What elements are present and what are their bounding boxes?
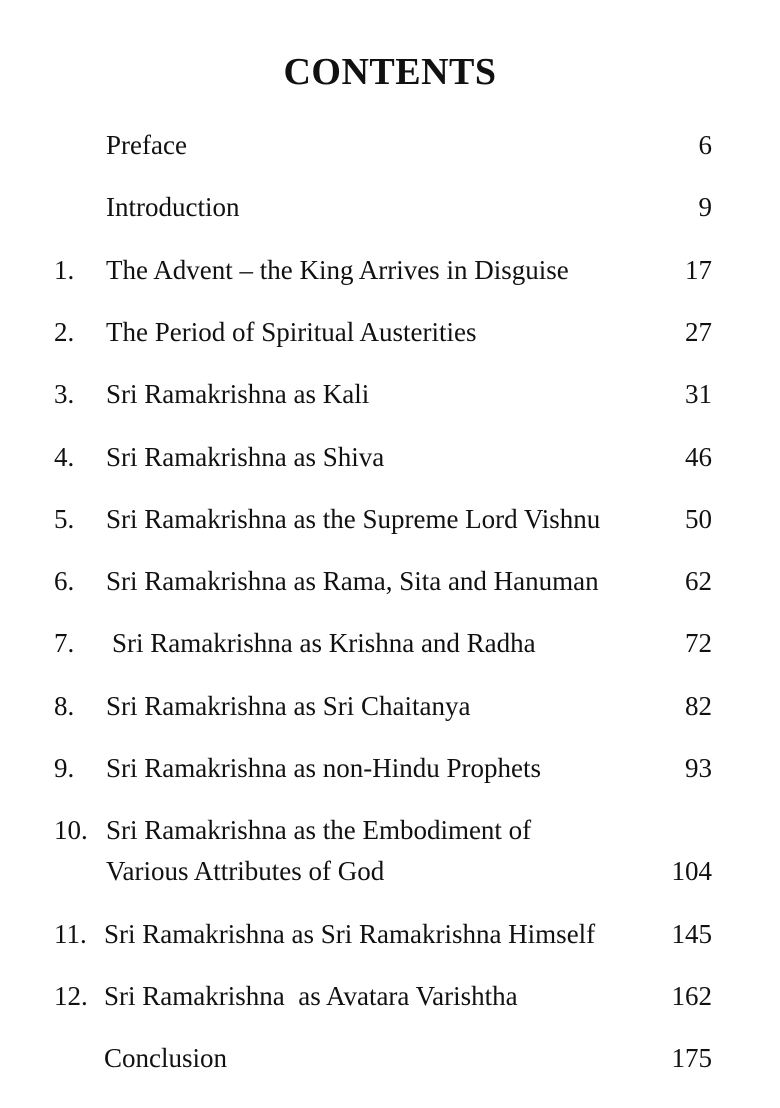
toc-entry-number: 2. — [54, 317, 75, 347]
toc-entry-title[interactable]: Sri Ramakrishna as non-Hindu Prophets — [106, 753, 541, 783]
toc-entry-title[interactable]: Sri Ramakrishna as Sri Chaitanya — [106, 691, 471, 721]
toc-entry-number: 7. — [54, 628, 75, 658]
toc-entry-title[interactable]: Sri Ramakrishna as Krishna and Radha — [112, 628, 536, 658]
toc-entry-page: 6 — [698, 130, 712, 160]
toc-entry-title[interactable]: The Advent – the King Arrives in Disguise — [106, 255, 569, 285]
toc-entry-title[interactable]: Sri Ramakrishna as the Supreme Lord Vishnu — [106, 504, 601, 534]
toc-entry-number: 8. — [54, 691, 75, 721]
toc-entry-title[interactable]: Sri Ramakrishna as Shiva — [106, 442, 385, 472]
toc-entry-number: 10. — [54, 815, 88, 845]
toc-entry-title[interactable]: Sri Ramakrishna as Rama, Sita and Hanuman — [106, 566, 599, 596]
toc-entry-page: 9 — [698, 192, 712, 222]
toc-entry-number: 11. — [54, 919, 87, 949]
toc-entry-title[interactable]: Sri Ramakrishna as the Embodiment of — [106, 815, 532, 845]
toc-entry-number: 6. — [54, 566, 75, 596]
toc-entry-page: 17 — [685, 255, 712, 285]
toc-entry-title[interactable]: Introduction — [106, 192, 240, 222]
toc-entry-title[interactable]: Sri Ramakrishna as Sri Ramakrishna Himself — [104, 919, 596, 949]
toc-entry-title-continued[interactable]: Various Attributes of God — [106, 856, 385, 886]
toc-entry-title[interactable]: The Period of Spiritual Austerities — [106, 317, 477, 347]
toc-entry-number: 3. — [54, 379, 75, 409]
toc-entry-page: 27 — [685, 317, 712, 347]
toc-entry-page: 31 — [685, 379, 712, 409]
toc-entry-title[interactable]: Sri Ramakrishna as Avatara Varishtha — [104, 981, 518, 1011]
toc-entry-page: 145 — [671, 919, 712, 949]
toc-entry-page: 46 — [685, 442, 712, 472]
toc-entry-page: 50 — [685, 504, 712, 534]
toc-entry-page: 62 — [685, 566, 712, 596]
toc-entry-page: 72 — [685, 628, 712, 658]
toc-entry-page: 162 — [671, 981, 712, 1011]
page-title: CONTENTS — [283, 51, 497, 93]
toc-entry-number: 9. — [54, 753, 75, 783]
toc-entry-number: 12. — [54, 981, 88, 1011]
toc-entry-title[interactable]: Conclusion — [104, 1043, 228, 1073]
toc-entry-number: 4. — [54, 442, 75, 472]
toc-entry-number: 5. — [54, 504, 75, 534]
toc-entry-page: 175 — [671, 1043, 712, 1073]
toc-entry-page: 82 — [685, 691, 712, 721]
toc-entry-number: 1. — [54, 255, 75, 285]
toc-entry-page: 104 — [671, 856, 712, 886]
toc-entry-title[interactable]: Sri Ramakrishna as Kali — [106, 379, 370, 409]
toc-entry-title[interactable]: Preface — [106, 130, 187, 160]
toc-entry-page: 93 — [685, 753, 712, 783]
